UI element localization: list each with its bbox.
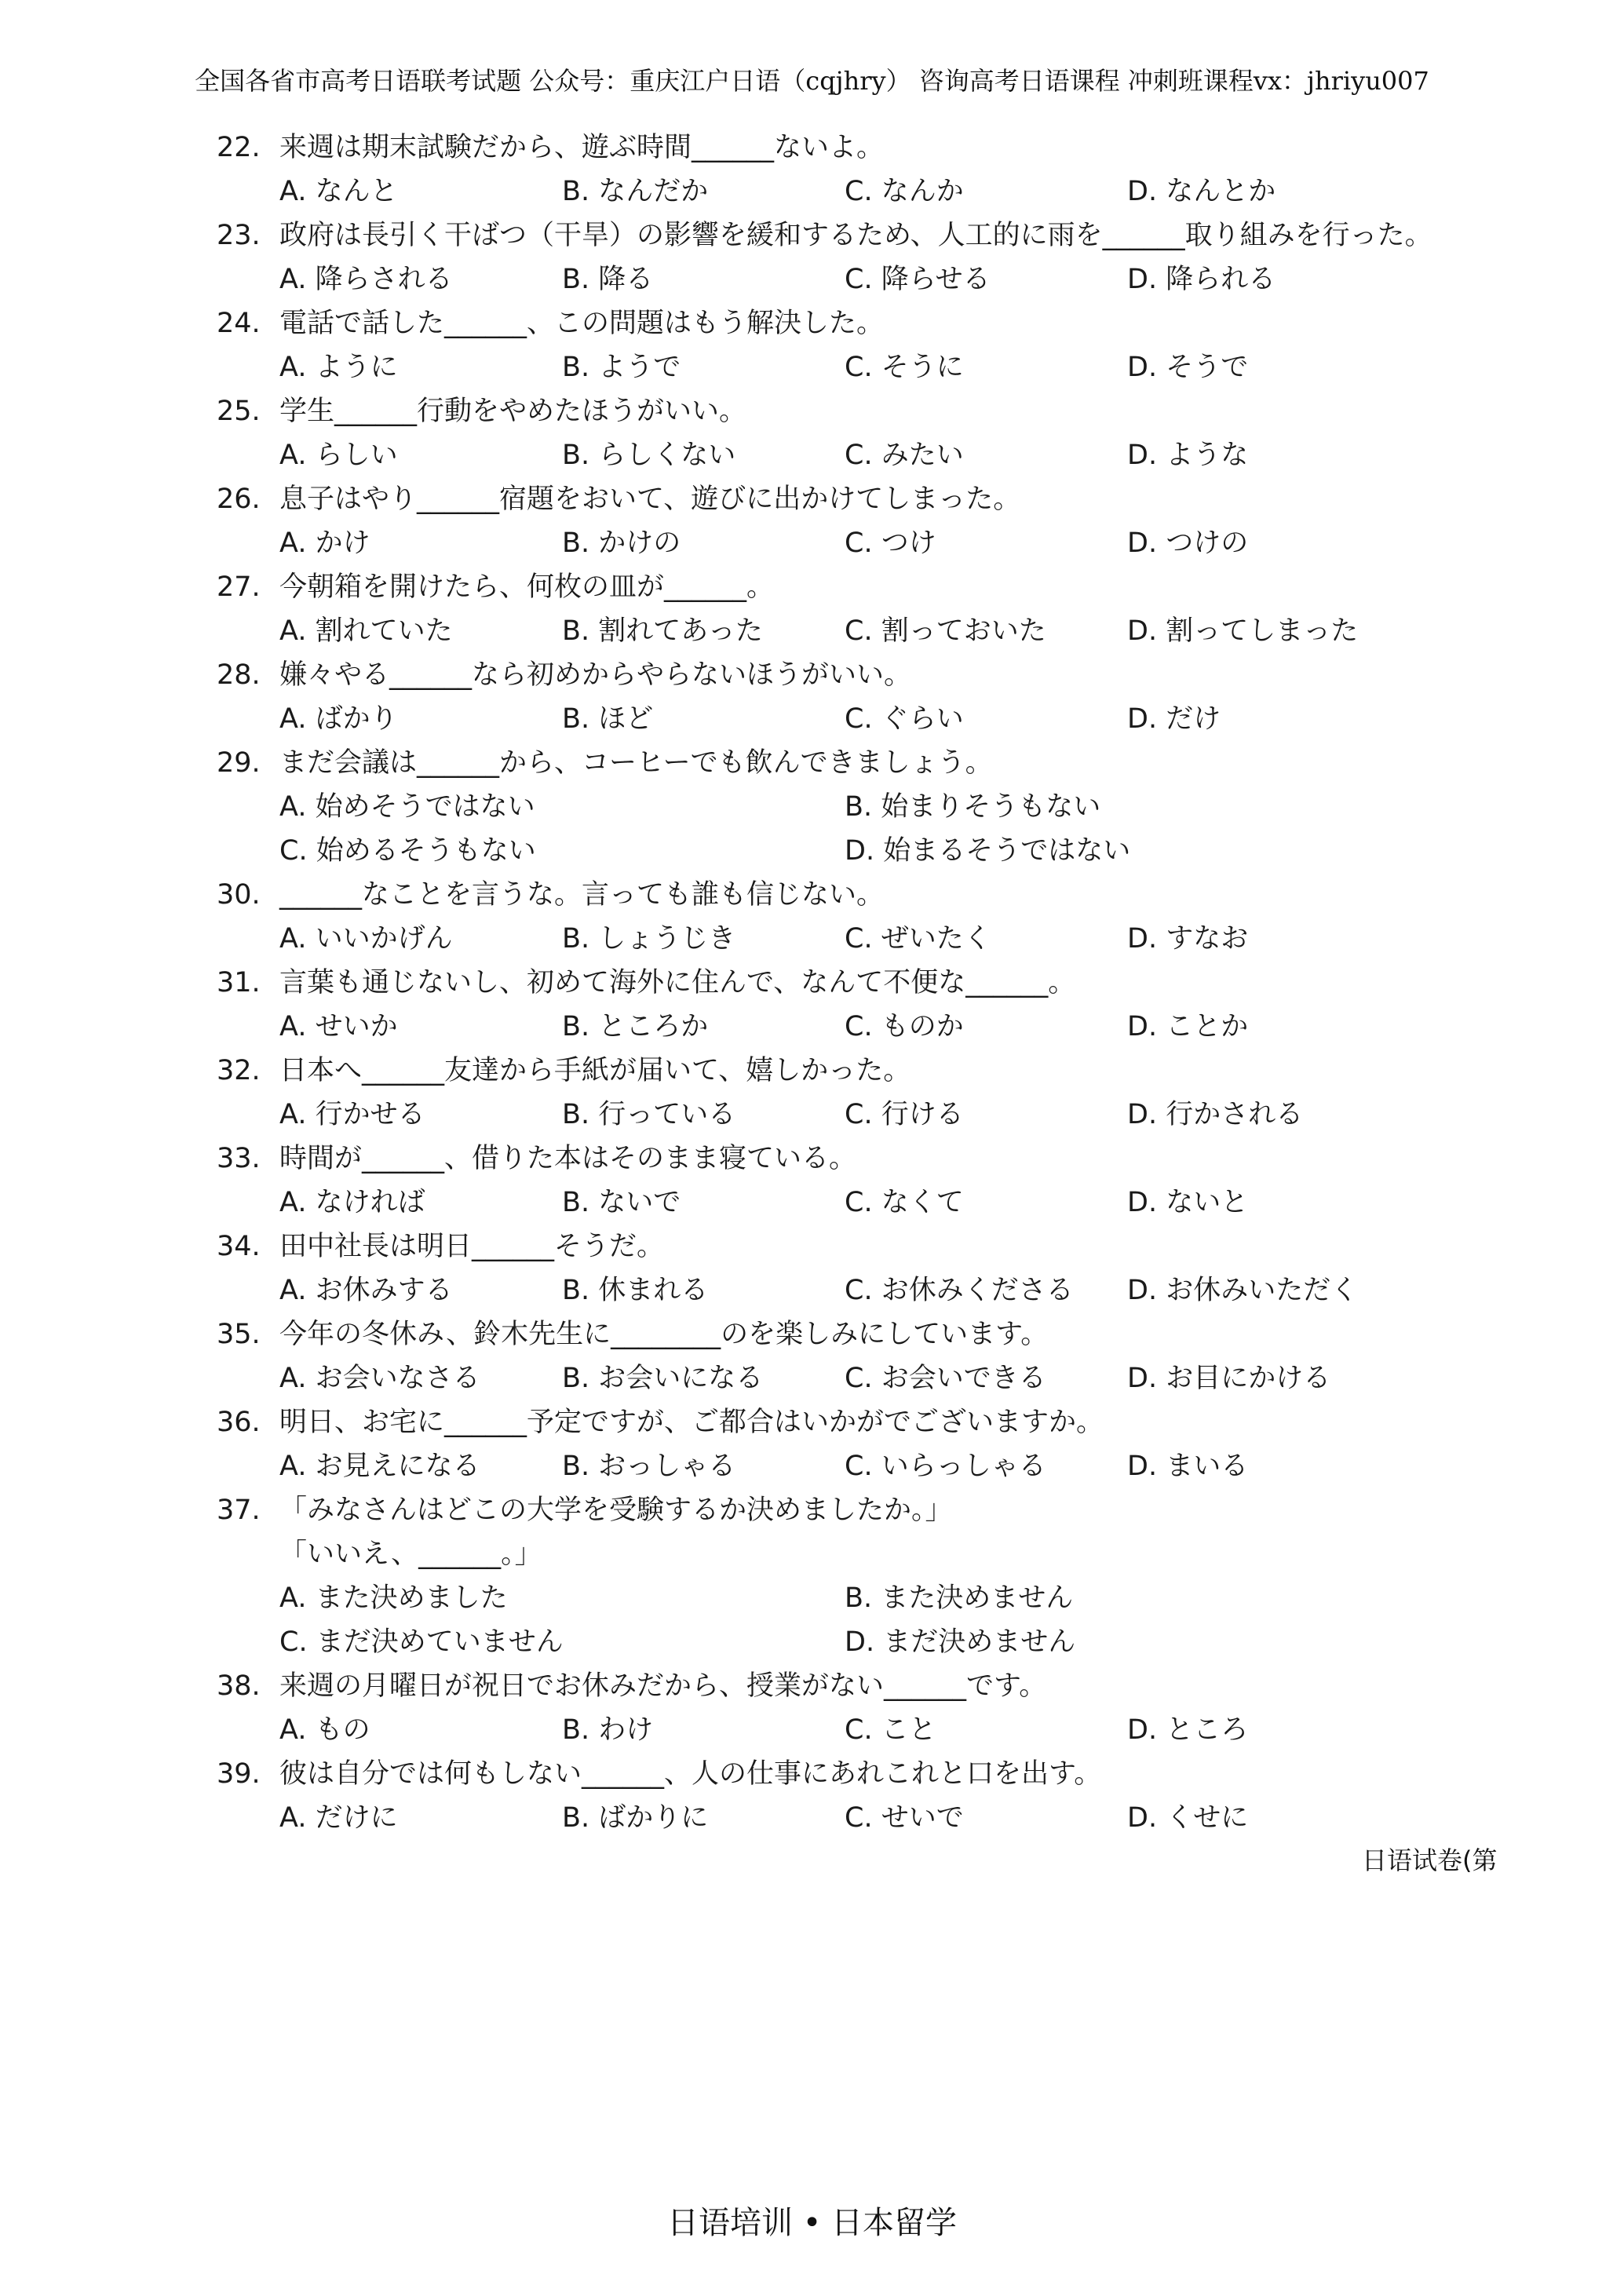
question-text: 来週は期末試験だから、遊ぶ時間______ないよ。 bbox=[279, 132, 885, 163]
question-item bbox=[217, 1225, 1488, 1312]
question-number: 39. bbox=[217, 1758, 261, 1790]
answer-options bbox=[217, 609, 1488, 653]
answer-option: D. まだ決めません bbox=[845, 1626, 1076, 1658]
question-stem bbox=[217, 1664, 1488, 1708]
question-number: 38. bbox=[217, 1670, 261, 1702]
question-stem bbox=[217, 301, 1488, 345]
answer-options bbox=[217, 1444, 1488, 1488]
answer-option: B. ないで bbox=[562, 1187, 681, 1218]
question-stem bbox=[217, 565, 1488, 609]
question-item bbox=[217, 1752, 1488, 1840]
answer-option: B. ばかりに bbox=[562, 1802, 709, 1834]
question-item bbox=[217, 1664, 1488, 1752]
answer-option: B. かけの bbox=[562, 527, 681, 559]
answer-option: D. お休みいただく bbox=[1127, 1275, 1359, 1306]
question-list bbox=[217, 126, 1488, 1840]
question-text: 嫌々やる______なら初めからやらないほうがいい。 bbox=[279, 659, 912, 691]
question-number: 25. bbox=[217, 396, 261, 427]
answer-option: D. まいる bbox=[1127, 1451, 1249, 1482]
question-stem bbox=[217, 1400, 1488, 1444]
question-text: まだ会議は______から、コーヒーでも飲んできましょう。 bbox=[279, 747, 993, 779]
question-text: 学生______行動をやめたほうがいい。 bbox=[279, 396, 747, 427]
question-item bbox=[217, 1137, 1488, 1225]
answer-option: B. ほど bbox=[562, 703, 654, 735]
question-number: 37. bbox=[217, 1495, 261, 1526]
question-item bbox=[217, 1312, 1488, 1400]
answer-option: D. つけの bbox=[1127, 527, 1249, 559]
question-text: 彼は自分では何もしない______、人の仕事にあれこれと口を出す。 bbox=[279, 1758, 1102, 1790]
answer-option: B. らしくない bbox=[562, 440, 736, 471]
answer-option: B. お会いになる bbox=[562, 1363, 764, 1394]
answer-options bbox=[217, 1576, 1488, 1664]
answer-option: C. まだ決めていません bbox=[279, 1626, 564, 1658]
question-text: 政府は長引く干ばつ（干旱）の影響を緩和するため、人工的に雨を______取り組みを行った。 bbox=[279, 220, 1432, 251]
answer-options bbox=[217, 257, 1488, 301]
answer-option: C. お休みくださる bbox=[845, 1275, 1074, 1306]
answer-option: A. 降らされる bbox=[279, 264, 453, 295]
answer-option: D. くせに bbox=[1127, 1802, 1249, 1834]
answer-option: A. 始めそうではない bbox=[279, 791, 535, 823]
answer-option: A. なければ bbox=[279, 1187, 425, 1218]
question-text: 来週の月曜日が祝日でお休みだから、授業がない______です。 bbox=[279, 1670, 1047, 1702]
question-number: 36. bbox=[217, 1407, 261, 1438]
answer-option: A. らしい bbox=[279, 440, 398, 471]
answer-option: B. 割れてあった bbox=[562, 615, 763, 647]
answer-option: C. なんか bbox=[845, 176, 964, 207]
question-item bbox=[217, 301, 1488, 389]
answer-option: C. みたい bbox=[845, 440, 964, 471]
answer-options bbox=[217, 433, 1488, 477]
question-stem bbox=[217, 389, 1488, 433]
answer-option: A. ばかり bbox=[279, 703, 398, 735]
question-item bbox=[217, 389, 1488, 477]
question-text: 言葉も通じないし、初めて海外に住んで、なんて不便な______。 bbox=[279, 967, 1076, 998]
question-item bbox=[217, 477, 1488, 565]
question-text: ______なことを言うな。言っても誰も信じない。 bbox=[279, 879, 885, 911]
answer-options bbox=[217, 1796, 1488, 1840]
question-stem bbox=[217, 961, 1488, 1005]
answer-option: D. だけ bbox=[1127, 703, 1221, 735]
question-stem bbox=[217, 1137, 1488, 1181]
answer-option: B. また決めません bbox=[845, 1582, 1074, 1614]
answer-option: C. 始めるそうもない bbox=[279, 835, 536, 867]
answer-option: B. 始まりそうもない bbox=[845, 791, 1101, 823]
answer-option: C. 割っておいた bbox=[845, 615, 1046, 647]
answer-option: C. ものか bbox=[845, 1011, 964, 1042]
answer-option: D. ところ bbox=[1127, 1714, 1249, 1746]
answer-option: D. ような bbox=[1127, 440, 1249, 471]
question-text: 時間が______、借りた本はそのまま寝ている。 bbox=[279, 1143, 857, 1174]
answer-option: C. そうに bbox=[845, 352, 964, 383]
answer-option: C. 行ける bbox=[845, 1099, 964, 1130]
answer-option: C. こと bbox=[845, 1714, 936, 1746]
answer-option: D. ないと bbox=[1127, 1187, 1249, 1218]
answer-option: B. わけ bbox=[562, 1714, 654, 1746]
page-header: 全国各省市高考日语联考试题 公众号：重庆江户日语（cqjhry） 咨询高考日语课程 冲刺班课程vx：jhriyu007 bbox=[195, 66, 1429, 96]
answer-option: C. いらっしゃる bbox=[845, 1451, 1046, 1482]
question-text: 息子はやり______宿題をおいて、遊びに出かけてしまった。 bbox=[279, 484, 1021, 515]
question-text: 明日、お宅に______予定ですが、ご都合はいかがでございますか。 bbox=[279, 1407, 1104, 1438]
answer-option: A. ように bbox=[279, 352, 398, 383]
answer-option: B. 降る bbox=[562, 264, 654, 295]
answer-option: C. お会いできる bbox=[845, 1363, 1046, 1394]
answer-option: D. 行かされる bbox=[1127, 1099, 1304, 1130]
answer-option: D. 降られる bbox=[1127, 264, 1276, 295]
answer-option: B. おっしゃる bbox=[562, 1451, 736, 1482]
answer-option: B. しょうじき bbox=[562, 923, 736, 955]
question-number: 22. bbox=[217, 132, 261, 163]
question-text: 日本へ______友達から手紙が届いて、嬉しかった。 bbox=[279, 1055, 911, 1086]
question-text: 今朝箱を開けたら、何枚の皿が______。 bbox=[279, 571, 775, 603]
answer-option: D. すなお bbox=[1127, 923, 1249, 955]
answer-option: C. 降らせる bbox=[845, 264, 991, 295]
question-item bbox=[217, 1488, 1488, 1664]
question-item bbox=[217, 214, 1488, 301]
answer-option: C. なくて bbox=[845, 1187, 964, 1218]
question-item bbox=[217, 565, 1488, 653]
answer-option: A. お見えになる bbox=[279, 1451, 480, 1482]
question-item bbox=[217, 1049, 1488, 1137]
answer-options bbox=[217, 1181, 1488, 1225]
question-number: 29. bbox=[217, 747, 261, 779]
question-number: 26. bbox=[217, 484, 261, 515]
answer-option: D. なんとか bbox=[1127, 176, 1276, 207]
question-stem bbox=[217, 1049, 1488, 1093]
question-number: 35. bbox=[217, 1319, 261, 1350]
answer-option: C. つけ bbox=[845, 527, 936, 559]
answer-option: A. お会いなさる bbox=[279, 1363, 480, 1394]
question-item bbox=[217, 873, 1488, 961]
question-number: 33. bbox=[217, 1143, 261, 1174]
answer-option: B. 行っている bbox=[562, 1099, 736, 1130]
answer-option: A. 行かせる bbox=[279, 1099, 425, 1130]
question-stem bbox=[217, 477, 1488, 521]
question-stem bbox=[217, 126, 1488, 170]
answer-options bbox=[217, 1268, 1488, 1312]
question-number: 23. bbox=[217, 220, 261, 251]
answer-options bbox=[217, 1093, 1488, 1137]
answer-option: A. いいかげん bbox=[279, 923, 453, 955]
answer-option: B. ところか bbox=[562, 1011, 709, 1042]
answer-option: D. お目にかける bbox=[1127, 1363, 1331, 1394]
question-text: 田中社長は明日______そうだ。 bbox=[279, 1231, 665, 1262]
page-tag: 日语试卷(第 bbox=[1362, 1845, 1498, 1875]
question-number: 27. bbox=[217, 571, 261, 603]
answer-option: A. かけ bbox=[279, 527, 370, 559]
answer-option: C. せいで bbox=[845, 1802, 964, 1834]
answer-option: B. なんだか bbox=[562, 176, 709, 207]
answer-option: C. ぐらい bbox=[845, 703, 964, 735]
question-text: 「みなさんはどこの大学を受験するか決めましたか。」 bbox=[279, 1495, 953, 1526]
question-number: 32. bbox=[217, 1055, 261, 1086]
answer-option: A. お休みする bbox=[279, 1275, 453, 1306]
question-number: 28. bbox=[217, 659, 261, 691]
answer-option: B. 休まれる bbox=[562, 1275, 709, 1306]
answer-options bbox=[217, 170, 1488, 214]
answer-options bbox=[217, 1708, 1488, 1752]
question-number: 34. bbox=[217, 1231, 261, 1262]
question-item bbox=[217, 1400, 1488, 1488]
question-stem bbox=[217, 214, 1488, 257]
answer-option: D. ことか bbox=[1127, 1011, 1249, 1042]
answer-option: B. ようで bbox=[562, 352, 681, 383]
question-text: 電話で話した______、この問題はもう解決した。 bbox=[279, 308, 885, 339]
answer-options bbox=[217, 917, 1488, 961]
question-item bbox=[217, 961, 1488, 1049]
question-stem bbox=[217, 741, 1488, 785]
question-text-line2: 「いいえ、______。」 bbox=[279, 1539, 542, 1570]
answer-option: D. 割ってしまった bbox=[1127, 615, 1359, 647]
answer-option: D. 始まるそうではない bbox=[845, 835, 1131, 867]
answer-option: D. そうで bbox=[1127, 352, 1249, 383]
answer-options bbox=[217, 697, 1488, 741]
question-stem bbox=[217, 1488, 1488, 1532]
answer-option: A. せいか bbox=[279, 1011, 398, 1042]
question-stem bbox=[217, 1752, 1488, 1796]
answer-options bbox=[217, 1356, 1488, 1400]
answer-option: A. また決めました bbox=[279, 1582, 508, 1614]
answer-options bbox=[217, 521, 1488, 565]
question-number: 30. bbox=[217, 879, 261, 911]
question-stem bbox=[217, 653, 1488, 697]
answer-options bbox=[217, 1005, 1488, 1049]
answer-options bbox=[217, 345, 1488, 389]
answer-option: A. だけに bbox=[279, 1802, 398, 1834]
question-item bbox=[217, 741, 1488, 873]
answer-option: A. なんと bbox=[279, 176, 398, 207]
page-footer: 日语培训 • 日本留学 bbox=[666, 2205, 958, 2241]
question-item bbox=[217, 653, 1488, 741]
answer-option: C. ぜいたく bbox=[845, 923, 991, 955]
question-item bbox=[217, 126, 1488, 214]
question-stem bbox=[217, 1312, 1488, 1356]
question-stem bbox=[217, 1225, 1488, 1268]
answer-options bbox=[217, 785, 1488, 873]
question-number: 31. bbox=[217, 967, 261, 998]
question-number: 24. bbox=[217, 308, 261, 339]
question-text: 今年の冬休み、鈴木先生に________のを楽しみにしています。 bbox=[279, 1319, 1049, 1350]
question-stem bbox=[217, 873, 1488, 917]
answer-option: A. もの bbox=[279, 1714, 370, 1746]
answer-option: A. 割れていた bbox=[279, 615, 453, 647]
